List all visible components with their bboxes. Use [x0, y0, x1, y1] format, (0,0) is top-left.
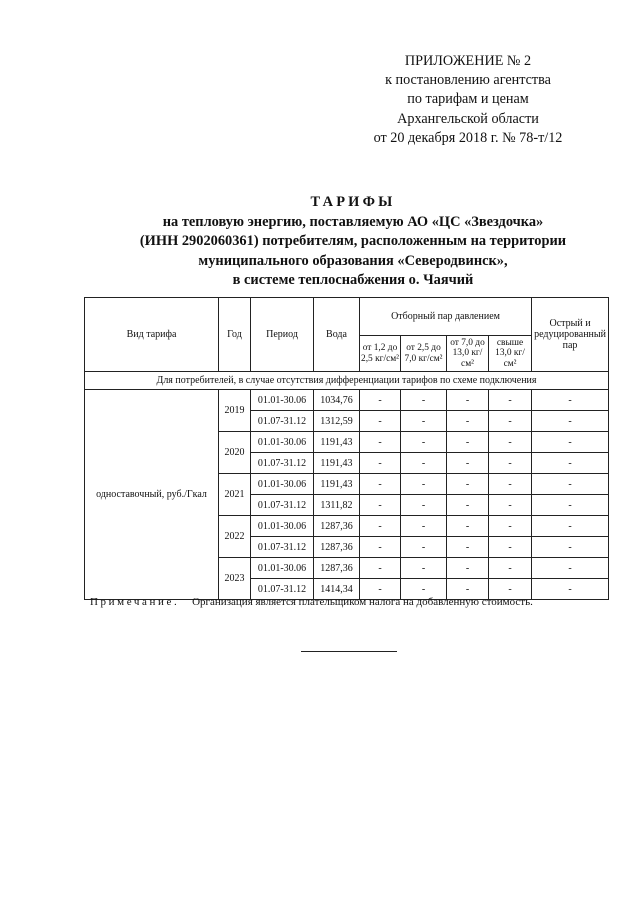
steam-2-cell: - — [401, 432, 447, 453]
sharp-steam-cell: - — [532, 516, 609, 537]
consumer-group-row: Для потребителей, в случае отсутствия дифференциации тарифов по схеме подключения — [85, 372, 609, 390]
year-cell: 2023 — [219, 558, 251, 600]
appendix-line: к постановлению агентства — [385, 72, 551, 89]
steam-2-cell: - — [401, 390, 447, 411]
steam-4-cell: - — [489, 390, 532, 411]
steam-3-cell: - — [447, 495, 489, 516]
steam-1-cell: - — [360, 537, 401, 558]
header-steam-2: от 2,5 до 7,0 кг/см² — [401, 336, 447, 372]
steam-4-cell: - — [489, 432, 532, 453]
steam-3-cell: - — [447, 537, 489, 558]
water-tariff-cell: 1191,43 — [314, 474, 360, 495]
period-cell: 01.01-30.06 — [251, 516, 314, 537]
period-cell: 01.07-31.12 — [251, 579, 314, 600]
steam-4-cell: - — [489, 474, 532, 495]
water-tariff-cell: 1034,76 — [314, 390, 360, 411]
steam-1-cell: - — [360, 390, 401, 411]
header-steam-1: от 1,2 до 2,5 кг/см² — [360, 336, 401, 372]
steam-3-cell: - — [447, 579, 489, 600]
steam-3-cell: - — [447, 453, 489, 474]
water-tariff-cell: 1287,36 — [314, 537, 360, 558]
appendix-line: по тарифам и ценам — [407, 91, 529, 108]
steam-4-cell: - — [489, 495, 532, 516]
year-cell: 2021 — [219, 474, 251, 516]
steam-3-cell: - — [447, 390, 489, 411]
water-tariff-cell: 1191,43 — [314, 453, 360, 474]
period-cell: 01.01-30.06 — [251, 432, 314, 453]
steam-2-cell: - — [401, 516, 447, 537]
steam-3-cell: - — [447, 432, 489, 453]
header-period: Период — [251, 298, 314, 372]
sharp-steam-cell: - — [532, 453, 609, 474]
header-steam-3: от 7,0 до 13,0 кг/см² — [447, 336, 489, 372]
tariff-table — [84, 297, 609, 600]
title-line: в системе теплоснабжения о. Чаячий — [232, 272, 474, 288]
steam-3-cell: - — [447, 558, 489, 579]
steam-4-cell: - — [489, 537, 532, 558]
steam-1-cell: - — [360, 432, 401, 453]
steam-1-cell: - — [360, 474, 401, 495]
year-cell: 2019 — [219, 390, 251, 432]
sharp-steam-cell: - — [532, 579, 609, 600]
water-tariff-cell: 1287,36 — [314, 558, 360, 579]
period-cell: 01.01-30.06 — [251, 474, 314, 495]
steam-1-cell: - — [360, 579, 401, 600]
sharp-steam-cell: - — [532, 558, 609, 579]
year-cell: 2020 — [219, 432, 251, 474]
steam-4-cell: - — [489, 579, 532, 600]
steam-4-cell: - — [489, 558, 532, 579]
steam-1-cell: - — [360, 558, 401, 579]
steam-2-cell: - — [401, 579, 447, 600]
period-cell: 01.01-30.06 — [251, 390, 314, 411]
steam-3-cell: - — [447, 474, 489, 495]
header-sharp-steam: Острый и редуцированный пар — [532, 298, 609, 372]
appendix-title: ПРИЛОЖЕНИЕ № 2 — [404, 53, 532, 69]
steam-2-cell: - — [401, 558, 447, 579]
steam-1-cell: - — [360, 495, 401, 516]
steam-4-cell: - — [489, 453, 532, 474]
water-tariff-cell: 1312,59 — [314, 411, 360, 432]
steam-1-cell: - — [360, 453, 401, 474]
water-tariff-cell: 1311,82 — [314, 495, 360, 516]
header-tariff-type: Вид тарифа — [85, 298, 219, 372]
header-steam-4: свыше 13,0 кг/см² — [489, 336, 532, 372]
period-cell: 01.07-31.12 — [251, 411, 314, 432]
title-line: (ИНН 2902060361) потребителям, расположенным на территории — [139, 233, 567, 249]
water-tariff-cell: 1191,43 — [314, 432, 360, 453]
title-line: на тепловую энергию, поставляемую АО «ЦС «Звездочка» — [162, 213, 544, 230]
steam-2-cell: - — [401, 537, 447, 558]
title-main: ТАРИФЫ — [310, 194, 396, 210]
steam-2-cell: - — [401, 495, 447, 516]
appendix-block — [318, 52, 618, 148]
steam-2-cell: - — [401, 411, 447, 432]
sharp-steam-cell: - — [532, 432, 609, 453]
water-tariff-cell: 1287,36 — [314, 516, 360, 537]
period-cell: 01.07-31.12 — [251, 453, 314, 474]
water-tariff-cell: 1414,34 — [314, 579, 360, 600]
note-label: Примечание. — [90, 596, 180, 608]
tariff-name-cell: одноставочный, руб./Гкал — [85, 390, 219, 600]
header-year: Год — [219, 298, 251, 372]
steam-4-cell: - — [489, 516, 532, 537]
steam-3-cell: - — [447, 411, 489, 432]
steam-1-cell: - — [360, 411, 401, 432]
steam-1-cell: - — [360, 516, 401, 537]
period-cell: 01.07-31.12 — [251, 495, 314, 516]
period-cell: 01.07-31.12 — [251, 537, 314, 558]
steam-3-cell: - — [447, 516, 489, 537]
year-cell: 2022 — [219, 516, 251, 558]
sharp-steam-cell: - — [532, 495, 609, 516]
header-water: Вода — [314, 298, 360, 372]
document-title — [60, 193, 640, 291]
steam-2-cell: - — [401, 453, 447, 474]
sharp-steam-cell: - — [532, 411, 609, 432]
title-line: муниципального образования «Северодвинск», — [198, 252, 508, 269]
sharp-steam-cell: - — [532, 537, 609, 558]
sharp-steam-cell: - — [532, 474, 609, 495]
note — [90, 595, 533, 609]
note-text: Организация является плательщиком налога на добавленную стоимость. — [192, 596, 533, 608]
sharp-steam-cell: - — [532, 390, 609, 411]
period-cell: 01.01-30.06 — [251, 558, 314, 579]
steam-2-cell: - — [401, 474, 447, 495]
table-row — [85, 390, 609, 411]
header-steam-group: Отборный пар давлением — [360, 298, 532, 336]
closing-rule — [301, 651, 397, 652]
appendix-date: от 20 декабря 2018 г. № 78-т/12 — [373, 129, 563, 146]
appendix-line: Архангельской области — [397, 110, 539, 127]
steam-4-cell: - — [489, 411, 532, 432]
